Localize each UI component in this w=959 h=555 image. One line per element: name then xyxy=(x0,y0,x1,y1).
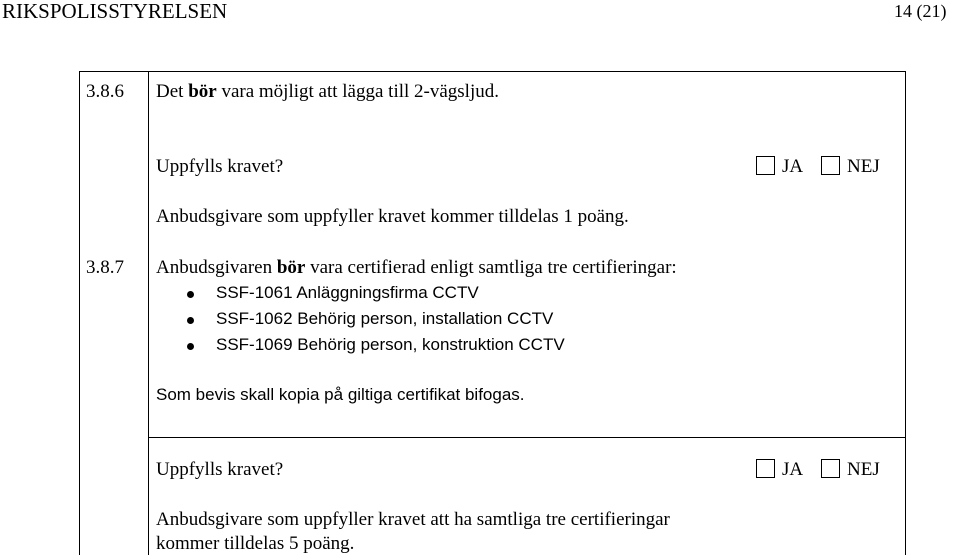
table-top-border xyxy=(79,71,906,72)
requirement-2-question: Uppfylls kravet? xyxy=(156,459,284,480)
requirement-1-yes-checkbox[interactable] xyxy=(756,156,775,175)
bullet-icon xyxy=(187,317,194,324)
requirement-2-proof: Som bevis skall kopia på giltiga certifikat bifogas. xyxy=(156,385,525,404)
requirement-1-no-checkbox[interactable] xyxy=(821,156,840,175)
requirement-2-text: Anbudsgivaren bör vara certifierad enligt samtliga tre certifieringar: xyxy=(156,257,677,278)
requirement-2-no-label: NEJ xyxy=(847,459,880,480)
requirement-2-points-line-1: Anbudsgivare som uppfyller kravet att ha samtliga tre certifieringar xyxy=(156,509,670,530)
requirement-2-yes-checkbox[interactable] xyxy=(756,459,775,478)
requirement-2-yes-label: JA xyxy=(782,459,804,480)
requirement-1-yes-label: JA xyxy=(782,156,804,177)
requirement-1-no-label: NEJ xyxy=(847,156,880,177)
requirement-2-points-line-2: kommer tilldelas 5 poäng. xyxy=(156,533,355,554)
requirement-1-number: 3.8.6 xyxy=(86,81,124,102)
table-column-divider xyxy=(148,71,149,555)
requirement-2-number: 3.8.7 xyxy=(86,257,124,278)
table-row-divider xyxy=(148,437,905,438)
organization-name: RIKSPOLISSTYRELSEN xyxy=(2,0,228,23)
table-right-border xyxy=(905,71,906,555)
certification-item: SSF-1069 Behörig person, konstruktion CCTV xyxy=(216,335,565,354)
requirement-1-question: Uppfylls kravet? xyxy=(156,156,284,177)
page-number: 14 (21) xyxy=(894,1,947,21)
certification-item: SSF-1062 Behörig person, installation CCTV xyxy=(216,309,554,328)
table-left-border xyxy=(79,71,80,555)
bullet-icon xyxy=(187,291,194,298)
bullet-icon xyxy=(187,343,194,350)
requirement-1-text: Det bör vara möjligt att lägga till 2-vägsljud. xyxy=(156,81,499,102)
certification-item: SSF-1061 Anläggningsfirma CCTV xyxy=(216,283,479,302)
requirement-2-no-checkbox[interactable] xyxy=(821,459,840,478)
requirement-1-points: Anbudsgivare som uppfyller kravet kommer tilldelas 1 poäng. xyxy=(156,206,629,227)
